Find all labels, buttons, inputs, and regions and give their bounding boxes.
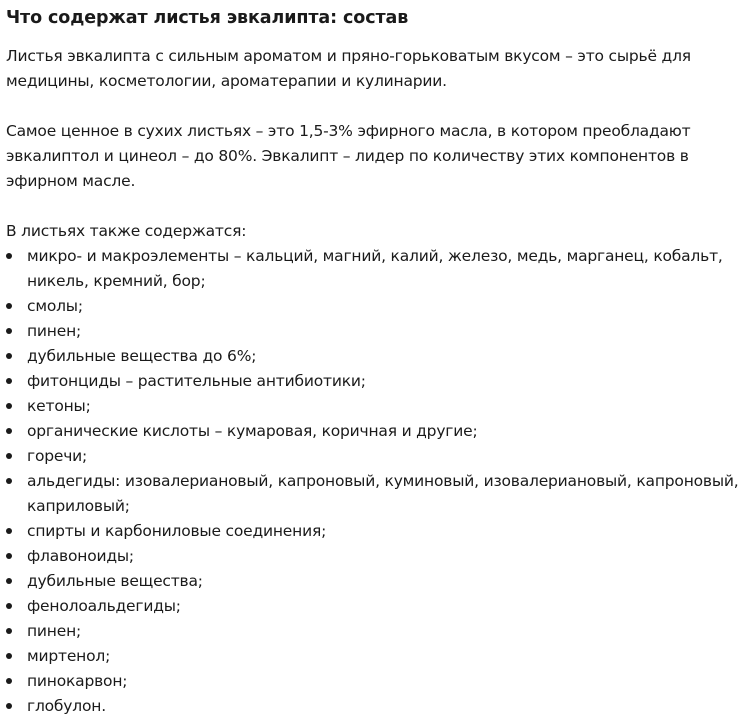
list-item-text: пинен; bbox=[27, 622, 82, 640]
list-item-text: флавоноиды; bbox=[27, 547, 134, 565]
bullet-icon bbox=[6, 578, 12, 584]
list-item bbox=[24, 344, 749, 369]
list-item bbox=[24, 644, 749, 669]
list-item bbox=[24, 569, 749, 594]
bullet-icon bbox=[6, 703, 12, 709]
bullet-icon bbox=[6, 403, 12, 409]
list-item bbox=[24, 469, 749, 519]
list-item-text: фенолоальдегиды; bbox=[27, 597, 181, 615]
list-item-text: фитонциды – растительные антибиотики; bbox=[27, 372, 366, 390]
list-item-text: дубильные вещества до 6%; bbox=[27, 347, 257, 365]
list-item bbox=[24, 619, 749, 644]
list-item-text: альдегиды: изовалериановый, капроновый, куминовый, изовалериановый, капроновый, каприловый; bbox=[27, 472, 739, 515]
bullet-icon bbox=[6, 453, 12, 459]
bullet-icon bbox=[6, 478, 12, 484]
list-item bbox=[24, 694, 749, 719]
bullet-icon bbox=[6, 653, 12, 659]
list-intro: В листьях также содержатся: bbox=[6, 222, 247, 240]
article-title: Что содержат листья эвкалипта: состав bbox=[6, 8, 409, 28]
paragraph-intro: Листья эвкалипта с сильным ароматом и пряно-горьковатым вкусом – это сырьё для медицины, косметологии, ароматерапии и кулинарии. bbox=[6, 47, 691, 90]
list-item bbox=[24, 544, 749, 569]
bullet-icon bbox=[6, 678, 12, 684]
bullet-icon bbox=[6, 603, 12, 609]
list-item-text: органические кислоты – кумаровая, коричная и другие; bbox=[27, 422, 478, 440]
bullet-icon bbox=[6, 553, 12, 559]
list-item bbox=[24, 419, 749, 444]
bullet-icon bbox=[6, 378, 12, 384]
list-item bbox=[24, 394, 749, 419]
list-item bbox=[24, 669, 749, 694]
list-item-text: кетоны; bbox=[27, 397, 91, 415]
bullet-icon bbox=[6, 353, 12, 359]
list-item bbox=[24, 444, 749, 469]
list-item-text: пинокарвон; bbox=[27, 672, 128, 690]
list-item bbox=[24, 369, 749, 394]
list-item bbox=[24, 319, 749, 344]
list-item-text: пинен; bbox=[27, 322, 82, 340]
bullet-icon bbox=[6, 528, 12, 534]
list-item-text: микро- и макроэлементы – кальций, магний, калий, железо, медь, марганец, кобальт, никель, кремний, бор; bbox=[27, 247, 723, 290]
list-item bbox=[24, 294, 749, 319]
list-item-text: смолы; bbox=[27, 297, 83, 315]
list-item-text: глобулон. bbox=[27, 697, 106, 715]
list-item-text: горечи; bbox=[27, 447, 88, 465]
list-item bbox=[24, 519, 749, 544]
list-item bbox=[24, 244, 749, 294]
bullet-icon bbox=[6, 428, 12, 434]
list-item-text: дубильные вещества; bbox=[27, 572, 203, 590]
bullet-icon bbox=[6, 628, 12, 634]
list-item-text: миртенол; bbox=[27, 647, 111, 665]
bullet-icon bbox=[6, 328, 12, 334]
bullet-icon bbox=[6, 253, 12, 259]
paragraph-essential-oil: Самое ценное в сухих листьях – это 1,5-3% эфирного масла, в котором преобладают эвкалиптол и цинеол – до 80%. Эвкалипт – лидер по количеству этих компонентов в эфирном масле. bbox=[6, 122, 691, 190]
list-item-text: спирты и карбониловые соединения; bbox=[27, 522, 327, 540]
components-list bbox=[6, 244, 749, 719]
bullet-icon bbox=[6, 303, 12, 309]
list-item bbox=[24, 594, 749, 619]
